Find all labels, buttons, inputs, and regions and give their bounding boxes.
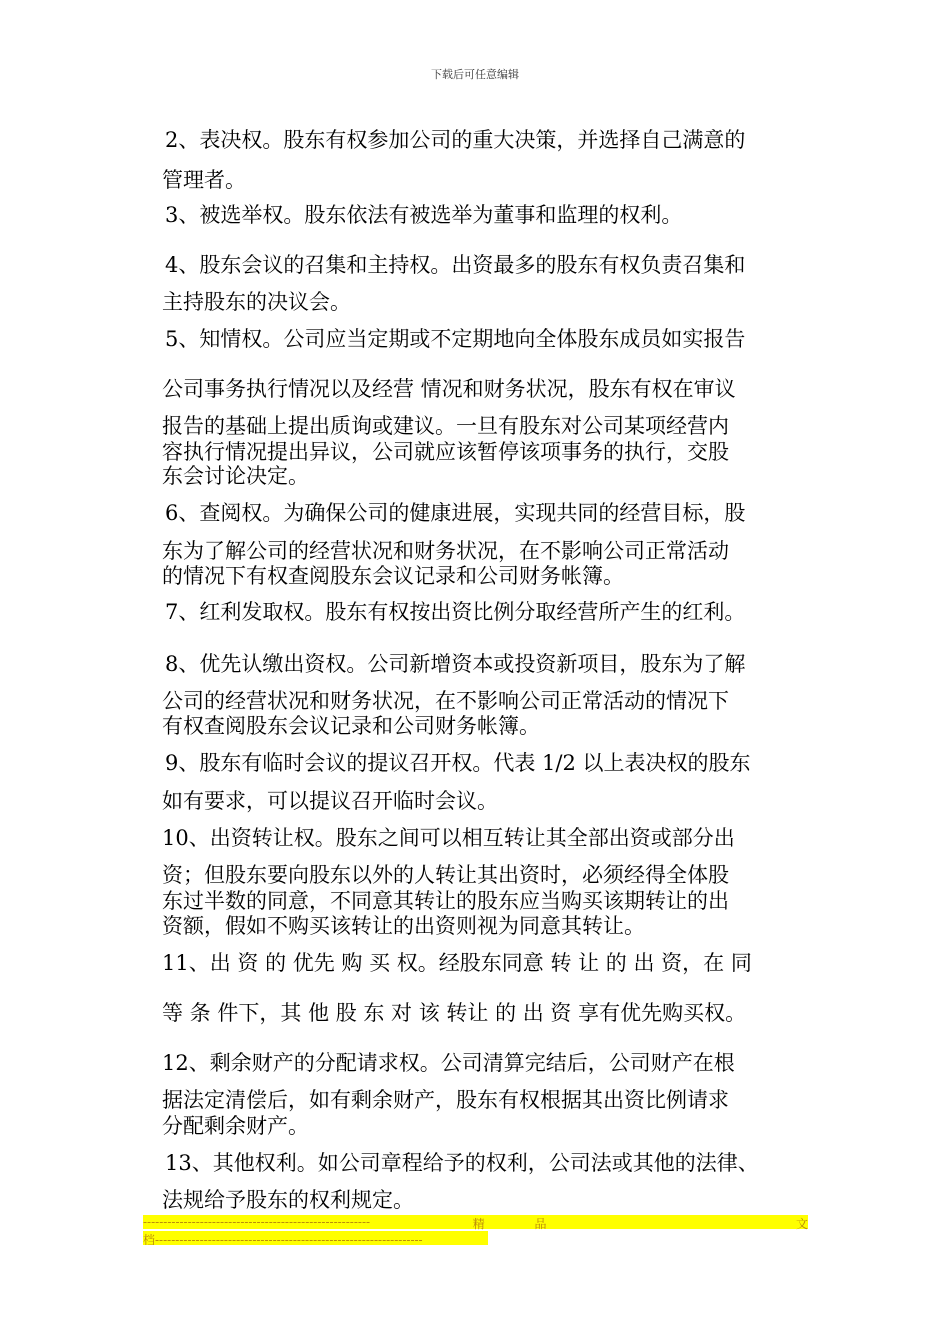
text-line: 据法定清偿后，如有剩余财产，股东有权根据其出资比例请求: [162, 1088, 729, 1112]
text-line: 9、股东有临时会议的提议召开权。代表 1/2 以上表决权的股东: [165, 751, 751, 775]
text-line: 8、优先认缴出资权。公司新增资本或投资新项目，股东为了解: [165, 652, 746, 676]
text-line: 等 条 件下，其 他 股 东 对 该 转让 的 出 资 享有优先购买权。: [162, 1001, 747, 1025]
text-line: 分配剩余财产。: [162, 1114, 309, 1138]
text-line: 13、其他权利。如公司章程给予的权利，公司法或其他的法律、: [165, 1151, 759, 1175]
text-line: 公司事务执行情况以及经营 情况和财务状况，股东有权在审议: [162, 377, 736, 401]
text-line: 10、出资转让权。股东之间可以相互转让其全部出资或部分出: [162, 826, 735, 850]
text-line: 主持股东的决议会。: [162, 290, 351, 314]
text-line: 报告的基础上提出质询或建议。一旦有股东对公司某项经营内: [162, 414, 729, 438]
text-line: 容执行情况提出异议，公司就应该暂停该项事务的执行，交股: [162, 440, 729, 464]
text-line: 东会讨论决定。: [162, 464, 309, 488]
text-line: 5、知情权。公司应当定期或不定期地向全体股东成员如实报告: [165, 327, 746, 351]
text-line: 7、红利发取权。股东有权按出资比例分取经营所产生的红利。: [165, 600, 746, 624]
text-line: 4、股东会议的召集和主持权。出资最多的股东有权负责召集和: [165, 253, 746, 277]
page-header: 下载后可任意编辑: [431, 68, 519, 81]
text-line: 公司的经营状况和财务状况，在不影响公司正常活动的情况下: [162, 689, 729, 713]
text-line: 12、剩余财产的分配请求权。公司清算完结后，公司财产在根: [162, 1051, 735, 1075]
footer-banner: [143, 1215, 808, 1229]
footer-char: 精: [472, 1217, 485, 1231]
text-line: 的情况下有权查阅股东会议记录和公司财务帐簿。: [162, 564, 624, 588]
text-line: 11、出 资 的 优先 购 买 权。经股东同意 转 让 的 出 资，在 同: [162, 951, 752, 975]
text-line: 法规给予股东的权利规定。: [162, 1188, 414, 1212]
text-line: 东过半数的同意，不同意其转让的股东应当购买该期转让的出: [162, 889, 729, 913]
text-line: 3、被选举权。股东依法有被选举为董事和监理的权利。: [165, 203, 683, 227]
text-line: 东为了解公司的经营状况和财务状况，在不影响公司正常活动: [162, 539, 729, 563]
text-line: 资；但股东要向股东以外的人转让其出资时，必须经得全体股: [162, 863, 729, 887]
footer-char: 文: [795, 1217, 808, 1231]
text-line: 资额，假如不购买该转让的出资则视为同意其转让。: [162, 914, 645, 938]
footer-spacer: [596, 1215, 746, 1229]
footer-char: 品: [534, 1217, 547, 1231]
text-line: 管理者。: [162, 168, 246, 192]
footer-dashes: --------------------------------------------------------: [143, 1215, 371, 1229]
text-line: 6、查阅权。为确保公司的健康进展，实现共同的经营目标，股: [165, 501, 746, 525]
text-line: 如有要求，可以提议召开临时会议。: [162, 789, 498, 813]
footer-banner-line2: 档------------------------------------------------------------------: [143, 1231, 488, 1245]
text-line: 有权查阅股东会议记录和公司财务帐簿。: [162, 714, 540, 738]
text-line: 2、表决权。股东有权参加公司的重大决策，并选择自己满意的: [165, 128, 746, 152]
